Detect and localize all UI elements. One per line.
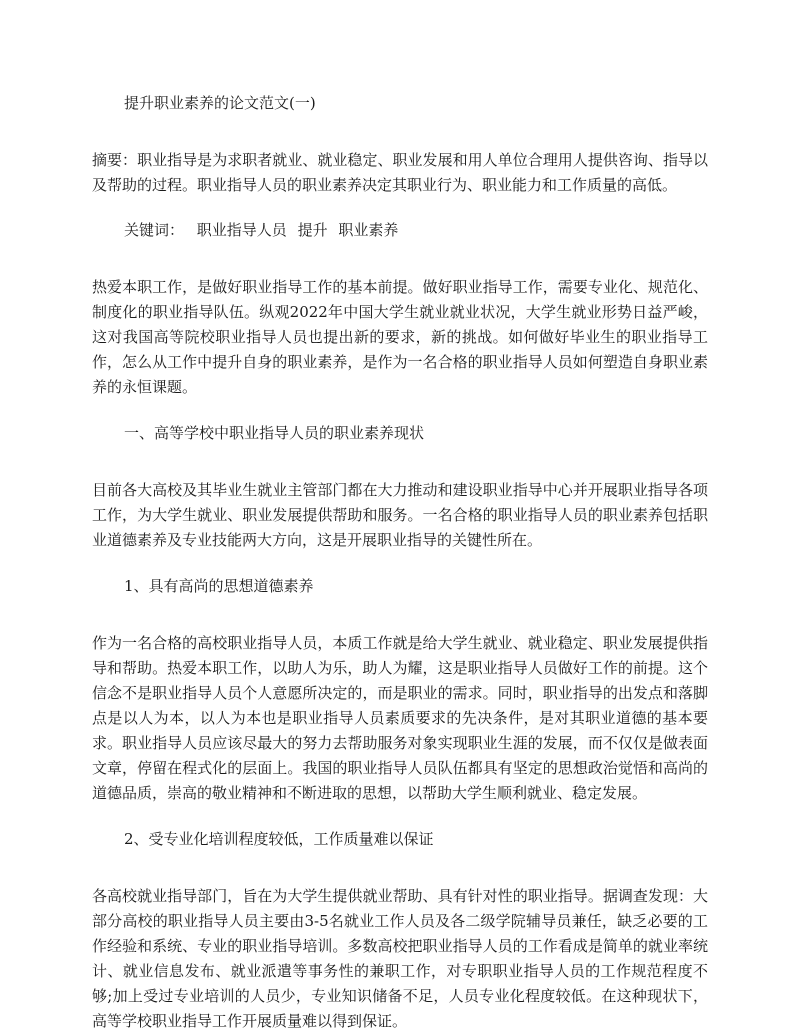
abstract-paragraph: 摘要：职业指导是为求职者就业、就业稳定、职业发展和用人单位合理用人提供咨询、指导以及帮助的过程。职业指导人员的职业素养决定其职业行为、职业能力和工作质量的高低。	[92, 151, 708, 194]
section-body: 目前各大高校及其毕业生就业主管部门都在大力推动和建设职业指导中心并开展职业指导各项工作，为大学生就业、职业发展提供帮助和服务。一名合格的职业指导人员的职业素养包括职业道德素养及专业技能两大方向，这是开展职业指导的关键性所在。	[92, 481, 708, 549]
section-body: 各高校就业指导部门，旨在为大学生提供就业帮助、具有针对性的职业指导。据调查发现：大部分高校的职业指导人员主要由3-5名就业工作人员及各二级学院辅导员兼任，缺乏必要的工作经验和系统、专业的职业指导培训。多数高校把职业指导人员的工作看成是简单的就业率统计、就业信息发布、就业派遣等事务性的兼职工作，对专职职业指导人员的工作规范程度不够;加上受过专业培训的人员少，专业知识储备不足，人员专业化程度较低。在这种现状下，高等学校职业指导工作开展质量难以得到保证。	[92, 887, 708, 1030]
section-heading: 1、具有高尚的思想道德素养	[124, 577, 314, 595]
section-heading: 一、高等学校中职业指导人员的职业素养现状	[124, 424, 425, 442]
keyword-item: 职业素养	[338, 221, 399, 239]
keyword-item: 提升	[297, 221, 328, 239]
keywords-line	[92, 218, 708, 243]
intro-paragraph: 热爱本职工作，是做好职业指导工作的基本前提。做好职业指导工作，需要专业化、规范化、制度化的职业指导队伍。纵观2022年中国大学生就业就业状况，大学生就业形势日益严峻，这对我国高等院校职业指导人员也提出新的要求，新的挑战。如何做好毕业生的职业指导工作，怎么从工作中提升自身的职业素养，是作为一名合格的职业指导人员如何塑造自身职业素养的永恒课题。	[92, 278, 708, 396]
section-body: 作为一名合格的高校职业指导人员，本质工作就是给大学生就业、就业稳定、职业发展提供指导和帮助。热爱本职工作，以助人为乐，助人为耀，这是职业指导人员做好工作的前提。这个信念不是职业指导人员个人意愿所决定的，而是职业的需求。同时，职业指导的出发点和落脚点是以人为本，以人为本也是职业指导人员素质要求的先决条件，是对其职业道德的基本要求。职业指导人员应该尽最大的努力去帮助服务对象实现职业生涯的发展，而不仅仅是做表面文章，停留在程式化的层面上。我国的职业指导人员队伍都具有坚定的思想政治觉悟和高尚的道德品质，崇高的敬业精神和不断进取的思想，以帮助大学生顺利就业、稳定发展。	[92, 634, 708, 802]
keywords-label: 关键词：	[124, 221, 185, 239]
document-title: 提升职业素养的论文范文(一)	[124, 94, 316, 112]
keyword-item: 职业指导人员	[196, 221, 287, 239]
section-heading: 2、受专业化培训程度较低，工作质量难以保证	[124, 830, 434, 848]
